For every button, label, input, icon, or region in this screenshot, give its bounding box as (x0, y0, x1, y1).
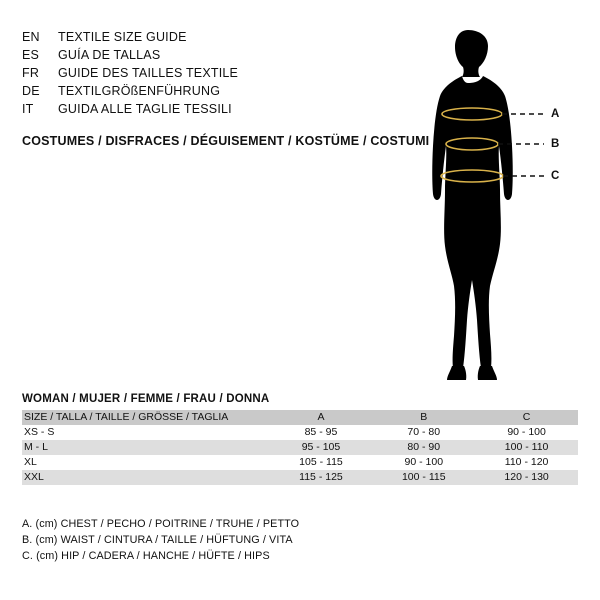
header-c: C (522, 411, 531, 423)
size-table-area (22, 393, 578, 485)
language-code-en: EN (22, 30, 40, 44)
cell-c: 110 - 120 (504, 456, 549, 468)
marker-label-a: A (551, 108, 560, 120)
language-row-it (22, 102, 402, 120)
body-figure (400, 24, 590, 384)
header-a: A (317, 411, 325, 423)
cell-b: 100 - 115 (401, 471, 446, 483)
measurement-legend (22, 516, 299, 564)
table-row (22, 455, 578, 470)
header-b: B (420, 411, 428, 423)
marker-label-b: B (551, 138, 560, 150)
cell-b: 80 - 90 (407, 441, 441, 453)
cell-a: 105 - 115 (299, 456, 343, 468)
cell-size: M - L (24, 441, 48, 453)
language-code-es: ES (22, 48, 40, 62)
language-code-fr: FR (22, 66, 40, 80)
table-row (22, 440, 578, 455)
cell-a: 95 - 105 (301, 441, 341, 453)
legend-a: A. (cm) CHEST / PECHO / POITRINE / TRUHE / PETTO (22, 518, 300, 530)
language-text-fr: GUIDE DES TAILLES TEXTILE (58, 66, 239, 80)
language-text-it: GUIDA ALLE TAGLIE TESSILI (58, 102, 232, 116)
category-title: COSTUMES / DISFRACES / DÉGUISEMENT / KOSTÜME / COSTUMI (22, 134, 430, 148)
cell-size: XS - S (24, 426, 55, 438)
table-header (22, 410, 578, 425)
table-body (22, 425, 578, 485)
table-title: WOMAN / MUJER / FEMME / FRAU / DONNA (22, 393, 270, 405)
language-text-es: GUÍA DE TALLAS (58, 48, 161, 62)
language-row-es (22, 48, 402, 66)
cell-a: 115 - 125 (299, 471, 343, 483)
cell-size: XL (24, 456, 37, 468)
language-code-it: IT (22, 102, 34, 116)
language-row-de (22, 84, 402, 102)
language-row-fr (22, 66, 402, 84)
marker-label-c: C (551, 170, 560, 182)
cell-b: 90 - 100 (404, 456, 444, 468)
language-code-de: DE (22, 84, 40, 98)
language-text-en: TEXTILE SIZE GUIDE (58, 30, 187, 44)
cell-c: 120 - 130 (504, 471, 549, 483)
cell-c: 90 - 100 (507, 426, 546, 438)
header-size: SIZE / TALLA / TAILLE / GRÖSSE / TAGLIA (24, 411, 229, 423)
legend-b: B. (cm) WAIST / CINTURA / TAILLE / HÜFTUNG / VITA (22, 534, 293, 546)
table-row (22, 425, 578, 440)
language-row-en (22, 30, 402, 48)
legend-c: C. (cm) HIP / CADERA / HANCHE / HÜFTE / HIPS (22, 550, 270, 562)
language-list (22, 30, 402, 120)
table-header-row (22, 410, 578, 425)
table-row (22, 470, 578, 485)
cell-c: 100 - 110 (504, 441, 549, 453)
language-text-de: TEXTILGRÖßENFÜHRUNG (58, 84, 221, 98)
cell-size: XXL (24, 471, 44, 483)
female-silhouette-icon (400, 24, 590, 384)
cell-b: 70 - 80 (407, 426, 441, 438)
size-table (22, 410, 578, 485)
cell-a: 85 - 95 (304, 426, 338, 438)
